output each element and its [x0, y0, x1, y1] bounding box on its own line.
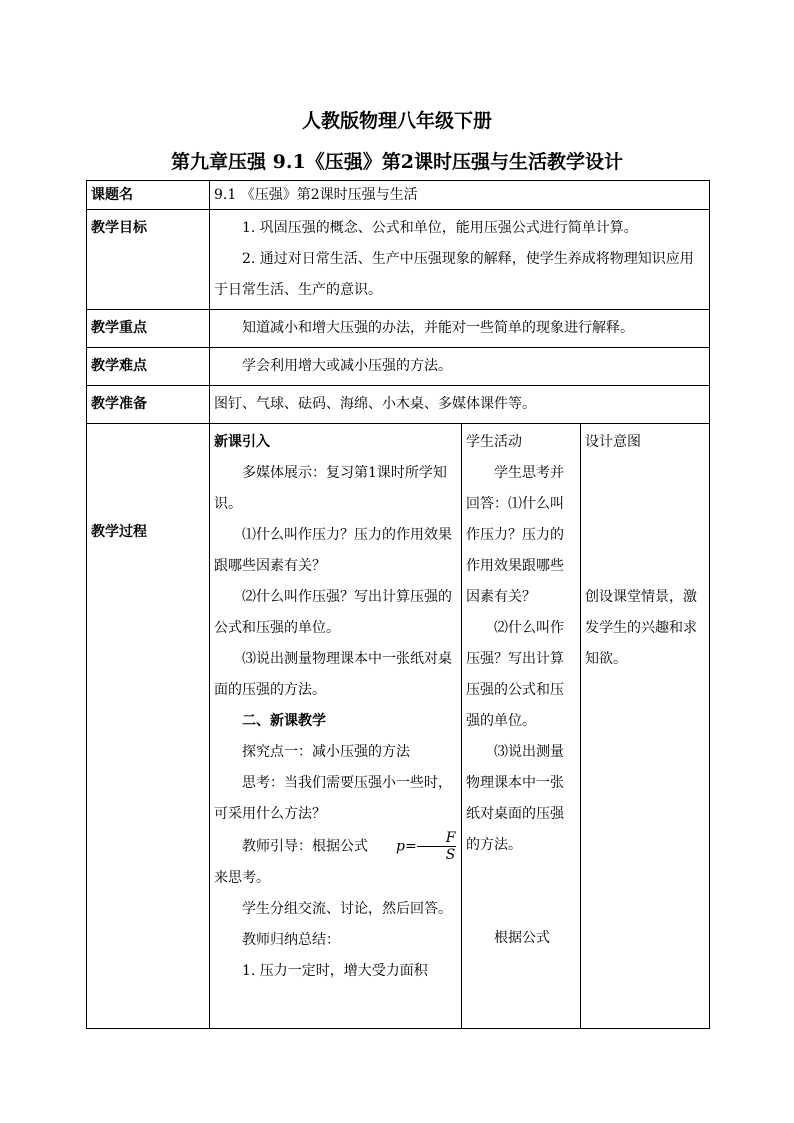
prep-value: 图钉、气球、砝码、海绵、小木桌、多媒体课件等。	[210, 386, 710, 424]
formula-equals: =	[404, 838, 417, 855]
paragraph: ⑶说出测量物理课本中一张纸对桌面的压强的方法。	[214, 651, 452, 698]
formula-outro: 来思考。	[214, 870, 270, 886]
paragraph: 学生分组交流、讨论，然后回答。	[242, 901, 452, 917]
difficulty-label: 教学难点	[87, 348, 210, 386]
formula-numerator: F	[417, 830, 457, 847]
section-heading: 二、新课教学	[242, 713, 326, 729]
paragraph: 思考：当我们需要压强小一些时，可采用什么方法？	[214, 775, 452, 822]
prep-label: 教学准备	[87, 386, 210, 424]
paragraph: 创设课堂情景，激发学生的兴趣和求知欲。	[585, 589, 697, 667]
key-label: 教学重点	[87, 310, 210, 348]
process-label	[87, 424, 210, 1029]
paragraph-with-formula	[214, 830, 457, 894]
goals-value	[210, 210, 710, 310]
goal-item: 1. 巩固压强的概念、公式和单位，能用压强公式进行简单计算。	[242, 220, 638, 236]
row-key	[87, 310, 710, 348]
paragraph: 学生思考并回答：⑴什么叫作压力？压力的作用效果跟哪些因素有关？	[466, 465, 564, 605]
row-process	[87, 424, 710, 1029]
formula-fraction	[417, 830, 457, 863]
paragraph: 探究点一：减小压强的方法	[242, 744, 410, 760]
paragraph: 多媒体展示：复习第1课时所学知识。	[214, 465, 447, 512]
formula-p: p	[396, 838, 405, 855]
paragraph: ⑵什么叫作压强？写出计算压强的公式和压强的单位。	[214, 589, 452, 636]
column-heading: 设计意图	[585, 434, 641, 450]
paragraph: 1. 压力一定时，增大受力面积	[242, 963, 428, 979]
process-teacher-column	[210, 424, 462, 1029]
pressure-formula	[368, 830, 456, 863]
goal-item: 2. 通过对日常生活、生产中压强现象的解释，使学生养成将物理知识应用于日常生活、生产的意识。	[214, 251, 694, 298]
paragraph: 根据公式	[494, 930, 550, 946]
row-prep	[87, 386, 710, 424]
paragraph: 教师归纳总结：	[242, 932, 340, 948]
paragraph: ⑴什么叫作压力？压力的作用效果跟哪些因素有关？	[214, 527, 452, 574]
column-heading: 新课引入	[214, 434, 270, 450]
row-goals	[87, 210, 710, 310]
row-topic	[87, 181, 710, 210]
goals-label: 教学目标	[87, 210, 210, 310]
formula-denominator: S	[445, 847, 456, 863]
lesson-plan-table	[86, 180, 710, 1029]
column-heading: 学生活动	[466, 434, 522, 450]
difficulty-value: 学会利用增大或减小压强的方法。	[210, 348, 710, 386]
process-label-text: 教学过程	[91, 524, 147, 540]
paragraph: ⑶说出测量物理课本中一张纸对桌面的压强的方法。	[466, 744, 564, 853]
topic-value: 9.1 《压强》第2课时压强与生活	[210, 181, 710, 210]
topic-label: 课题名	[87, 181, 210, 210]
document-subtitle: 第九章压强 9.1《压强》第2课时压强与生活教学设计	[171, 151, 623, 173]
key-value: 知道减小和增大压强的办法，并能对一些简单的现象进行解释。	[210, 310, 710, 348]
formula-intro: 教师引导：根据公式	[242, 838, 368, 855]
document-title: 人教版物理八年级下册	[301, 110, 492, 132]
process-design-column	[581, 424, 710, 1029]
row-difficulty	[87, 348, 710, 386]
paragraph: ⑵什么叫作压强？写出计算压强的公式和压强的单位。	[466, 620, 564, 729]
process-student-column	[462, 424, 581, 1029]
